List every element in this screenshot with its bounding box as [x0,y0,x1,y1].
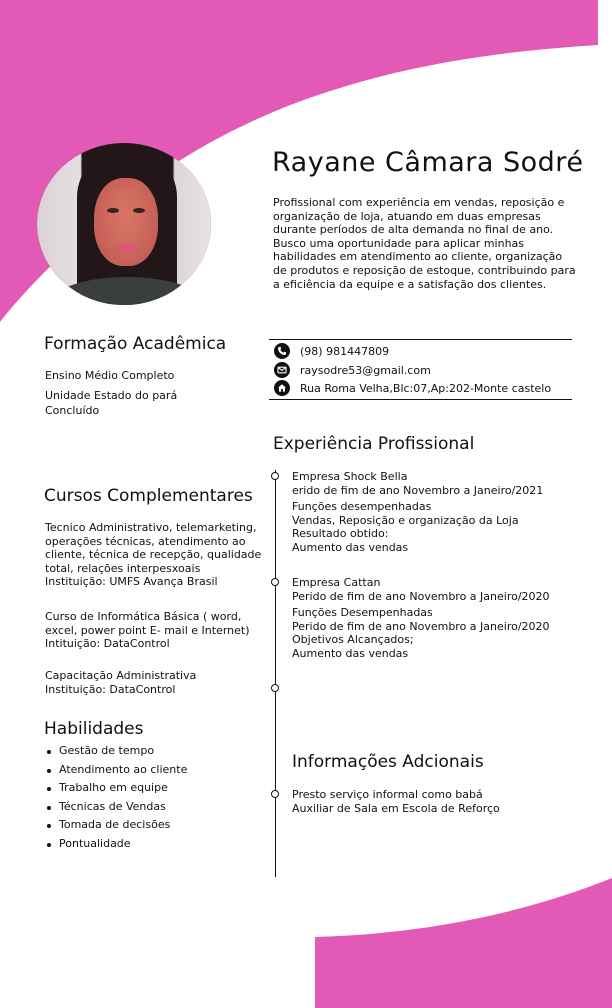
course-item-1: Tecnico Administrativo, telemarketing, operações técnicas, atendimento ao cliente, técnica de recepção, qualidade total, relações interpesxoais Instituição: UMFS Avança Brasil [45,521,262,588]
job-period: erido de fim de ano Novembro a Janeiro/2021 [292,483,544,497]
candidate-name: Rayane Câmara Sodré [272,147,584,178]
job-company: Empresa Cattan [292,576,381,589]
timeline-dot [271,684,279,692]
timeline-dot [271,790,279,798]
profile-summary: Profissional com experiência em vendas, reposição e organização de loja, atuando em duas empresas durante períodos de alta demanda no final de ano. Busco uma oportunidade para aplicar minhas habilidades em atendimento ao cliente, organização de produtos e reposição de estoque, contribuindo para a eficiência da equipe e a satisfação dos clientes. [273,196,576,291]
skills-heading: Habilidades [44,719,144,739]
education-school: Unidade Estado do pará [45,389,178,402]
contact-address [274,379,551,397]
skill-item: Tomada de decisões [45,816,187,835]
education-level: Ensino Médio Completo [45,369,175,382]
timeline-dot [271,472,279,480]
courses-heading: Cursos Complementares [44,486,253,506]
education-heading: Formação Acadêmica [44,334,227,354]
skill-item: Gestão de tempo [45,742,187,761]
job-period: Perido de fim de ano Novembro a Janeiro/2020 [292,589,550,603]
education-status: Concluído [45,404,100,417]
additional-info: Presto serviço informal como babá Auxiliar de Sala em Escola de Reforço [292,788,500,815]
profile-photo [37,143,211,305]
contact-email [274,361,431,379]
skill-item: Técnicas de Vendas [45,798,187,817]
contact-phone [274,342,389,360]
course-item-2: Curso de Informática Básica ( word, excel, power point E- mail e Internet) Intituição: DataControl [45,610,250,650]
skill-item: Trabalho em equipe [45,779,187,798]
timeline-dot [271,578,279,586]
additional-heading: Informações Adcionais [292,752,484,772]
course-item-3: Capacitação Administrativa Instituição: DataControl [45,669,197,696]
home-icon [274,380,290,396]
email-icon [274,362,290,378]
skill-item: Atendimento ao cliente [45,761,187,780]
experience-heading: Experiência Profissional [273,434,475,454]
job-item-1: Empresa Shock Bella erido de fim de ano Novembro a Janeiro/2021 Funções desempenhadas Vendas, Reposição e organização da Loja Resultado obtido: Aumento das vendas [292,470,544,554]
job-company: Empresa Shock Bella [292,470,408,483]
email-address[interactable]: raysodre53@gmail.com [300,363,431,377]
timeline-line [275,470,276,877]
contact-block [269,339,572,400]
skill-item: Pontualidade [45,835,187,854]
skills-list [45,742,187,854]
home-address: Rua Roma Velha,Blc:07,Ap:202-Monte castelo [300,381,552,395]
bottom-pink-wave [315,878,612,1008]
phone-icon [274,343,290,359]
job-item-2: Empresa Cattan Perido de fim de ano Novembro a Janeiro/2020 Funções Desempenhadas Perido de fim de ano Novembro a Janeiro/2020 Objetivos Alcançados; Aumento das vendas [292,576,550,660]
phone-number[interactable]: (98) 981447809 [300,344,390,358]
